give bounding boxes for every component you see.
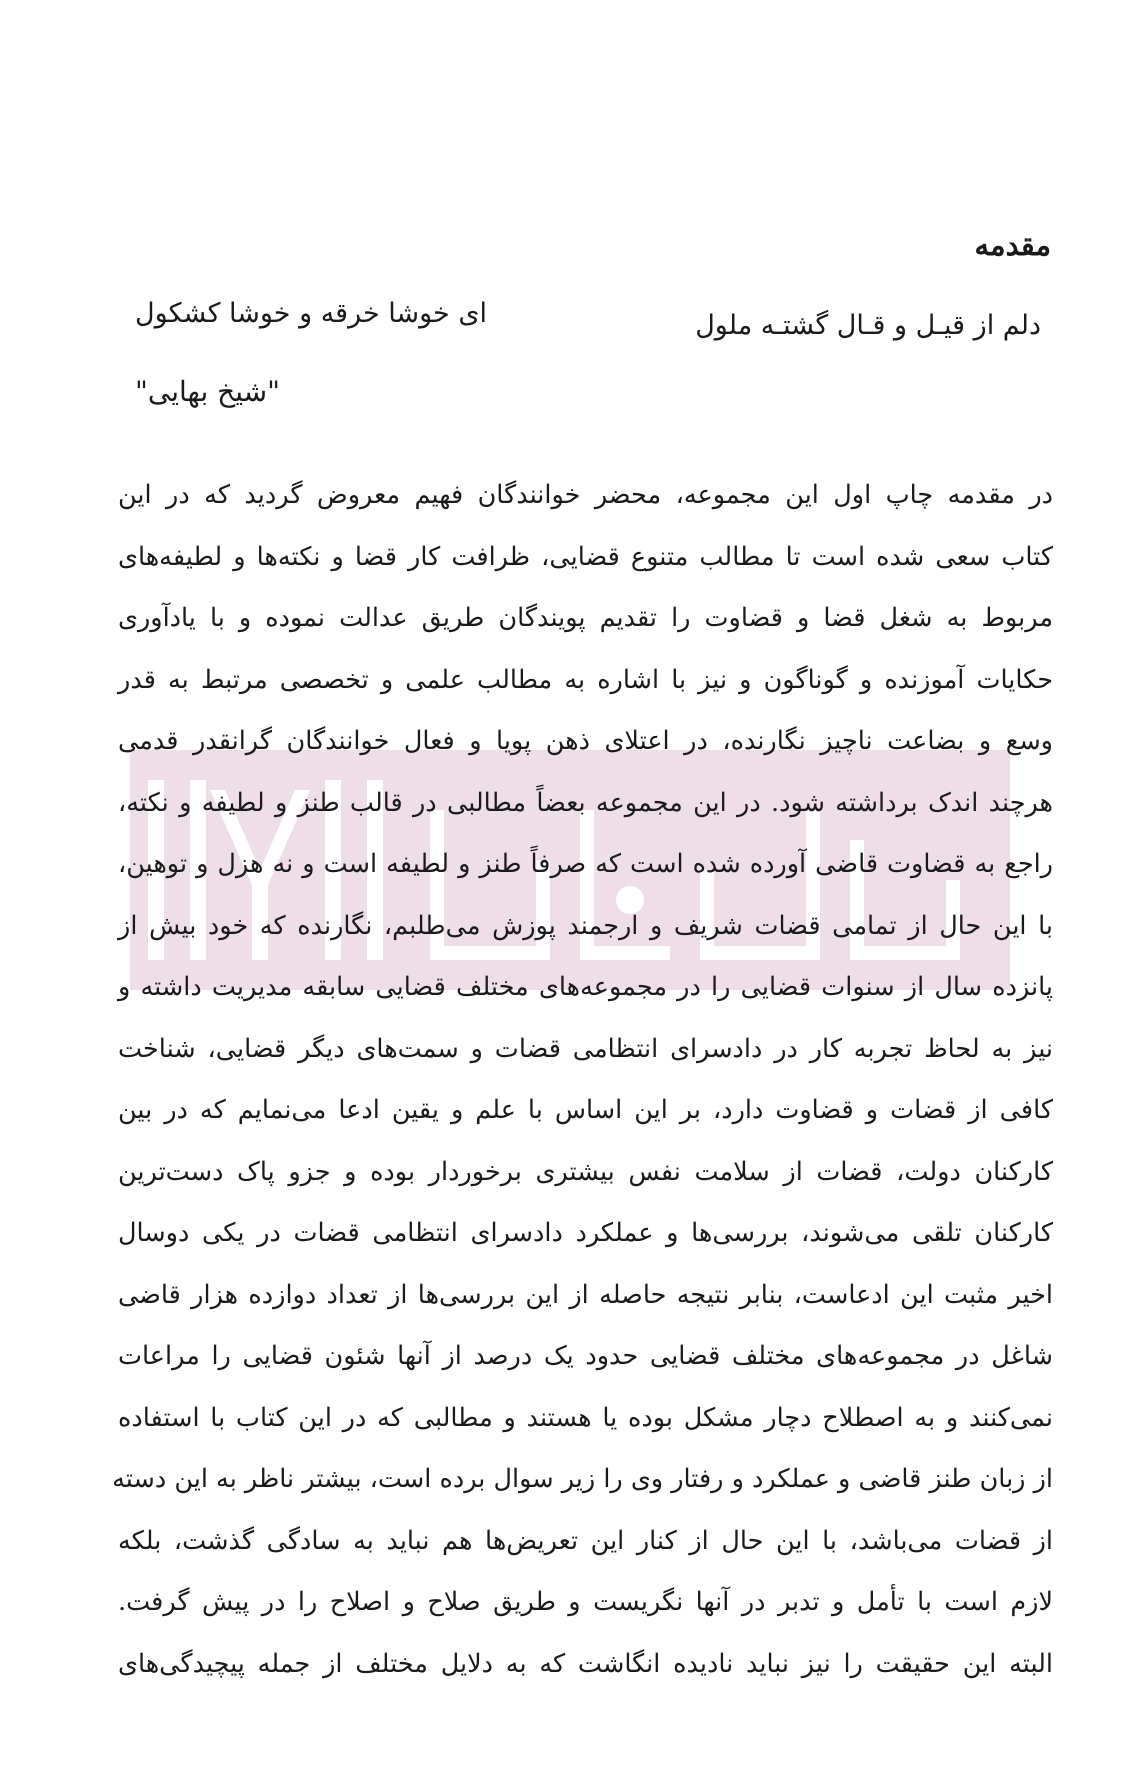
body-line: لازم است با تأمل و تدبر در آنها نگریست و طریق صلاح و اصلاح را در پیش گرفت.	[118, 1587, 1053, 1617]
body-line: با این حال از تمامی قضات شریف و ارجمند پوزش می‌طلبم، نگارنده که خود بیش از	[118, 910, 1053, 941]
body-line: کتاب سعی شده است تا مطالب متنوع قضایی، ظرافت کار قضا و نکته‌ها و لطیفه‌های	[118, 541, 1053, 572]
poem-verse-right: دلم از قیـل و قـال گشتـه ملول	[695, 310, 1041, 341]
body-line: البته این حقیقت را نیز نباید نادیده انگاشت که به دلایل مختلف از جمله پیچیدگی‌های	[118, 1648, 1053, 1679]
body-line: نمی‌کنند و به اصطلاح دچار مشکل بوده یا هستند و مطالبی که در این کتاب با استفاده	[118, 1402, 1053, 1433]
body-line: مربوط به شغل قضا و قضاوت را تقدیم پویندگان طریق عدالت نموده و با یادآوری	[118, 603, 1053, 633]
body-line: راجع به قضاوت قاضی آورده شده است که صرفاً طنز و لطیفه است و نه هزل و توهین،	[118, 849, 1053, 879]
body-line: از زبان طنز قاضی و عملکرد و رفتار وی را زیر سوال برده است، بیشتر ناظر به این دسته	[112, 1464, 1053, 1494]
body-line: کارکنان تلقی می‌شوند، بررسی‌ها و عملکرد دادسرای انتظامی قضات در یکی دوسال	[118, 1218, 1053, 1248]
poem-attribution: "شیخ بهایی"	[135, 375, 281, 408]
body-line: در مقدمه چاپ اول این مجموعه، محضر خوانندگان فهیم معروض گردید که در این	[118, 480, 1053, 510]
section-heading: مقدمه	[974, 228, 1051, 262]
body-line: نیز به لحاظ تجربه کار در دادسرای انتظامی قضات و سمت‌های دیگر قضایی، شناخت	[118, 1033, 1053, 1064]
body-paragraph	[112, 465, 1053, 1695]
body-line: پانزده سال از سنوات قضایی را در مجموعه‌های مختلف قضایی سابقه مدیریت داشته و	[118, 972, 1053, 1002]
body-line: حکایات آموزنده و گوناگون و نیز با اشاره به مطالب علمی و تخصصی مرتبط به قدر	[118, 664, 1053, 695]
body-line: کارکنان دولت، قضات از سلامت نفس بیشتری برخوردار بوده و جزو پاک دست‌ترین	[118, 1156, 1053, 1187]
body-line: وسع و بضاعت ناچیز نگارنده، در اعتلای ذهن پویا و فعال خوانندگان گرانقدر قدمی	[118, 726, 1053, 756]
body-line: هرچند اندک برداشته شود. در این مجموعه بعضاً مطالبی در قالب طنز و لطیفه و نکته،	[118, 787, 1053, 818]
poem-verse-left: ای خوشا خرقه و خوشا کشکول	[135, 298, 487, 329]
body-line: اخیر مثبت این ادعاست، بنابر نتیجه حاصله از این بررسی‌ها از تعداد دوازده هزار قاضی	[118, 1279, 1053, 1310]
body-line: کافی از قضات و قضاوت دارد، بر این اساس با علم و یقین ادعا می‌نمایم که در بین	[118, 1095, 1053, 1125]
body-line: از قضات می‌باشد، با این حال از کنار این تعریض‌ها هم نباید به سادگی گذشت، بلکه	[118, 1525, 1053, 1556]
body-line: شاغل در مجموعه‌های مختلف قضایی حدود یک درصد از آنها شئون قضایی را مراعات	[118, 1341, 1053, 1371]
